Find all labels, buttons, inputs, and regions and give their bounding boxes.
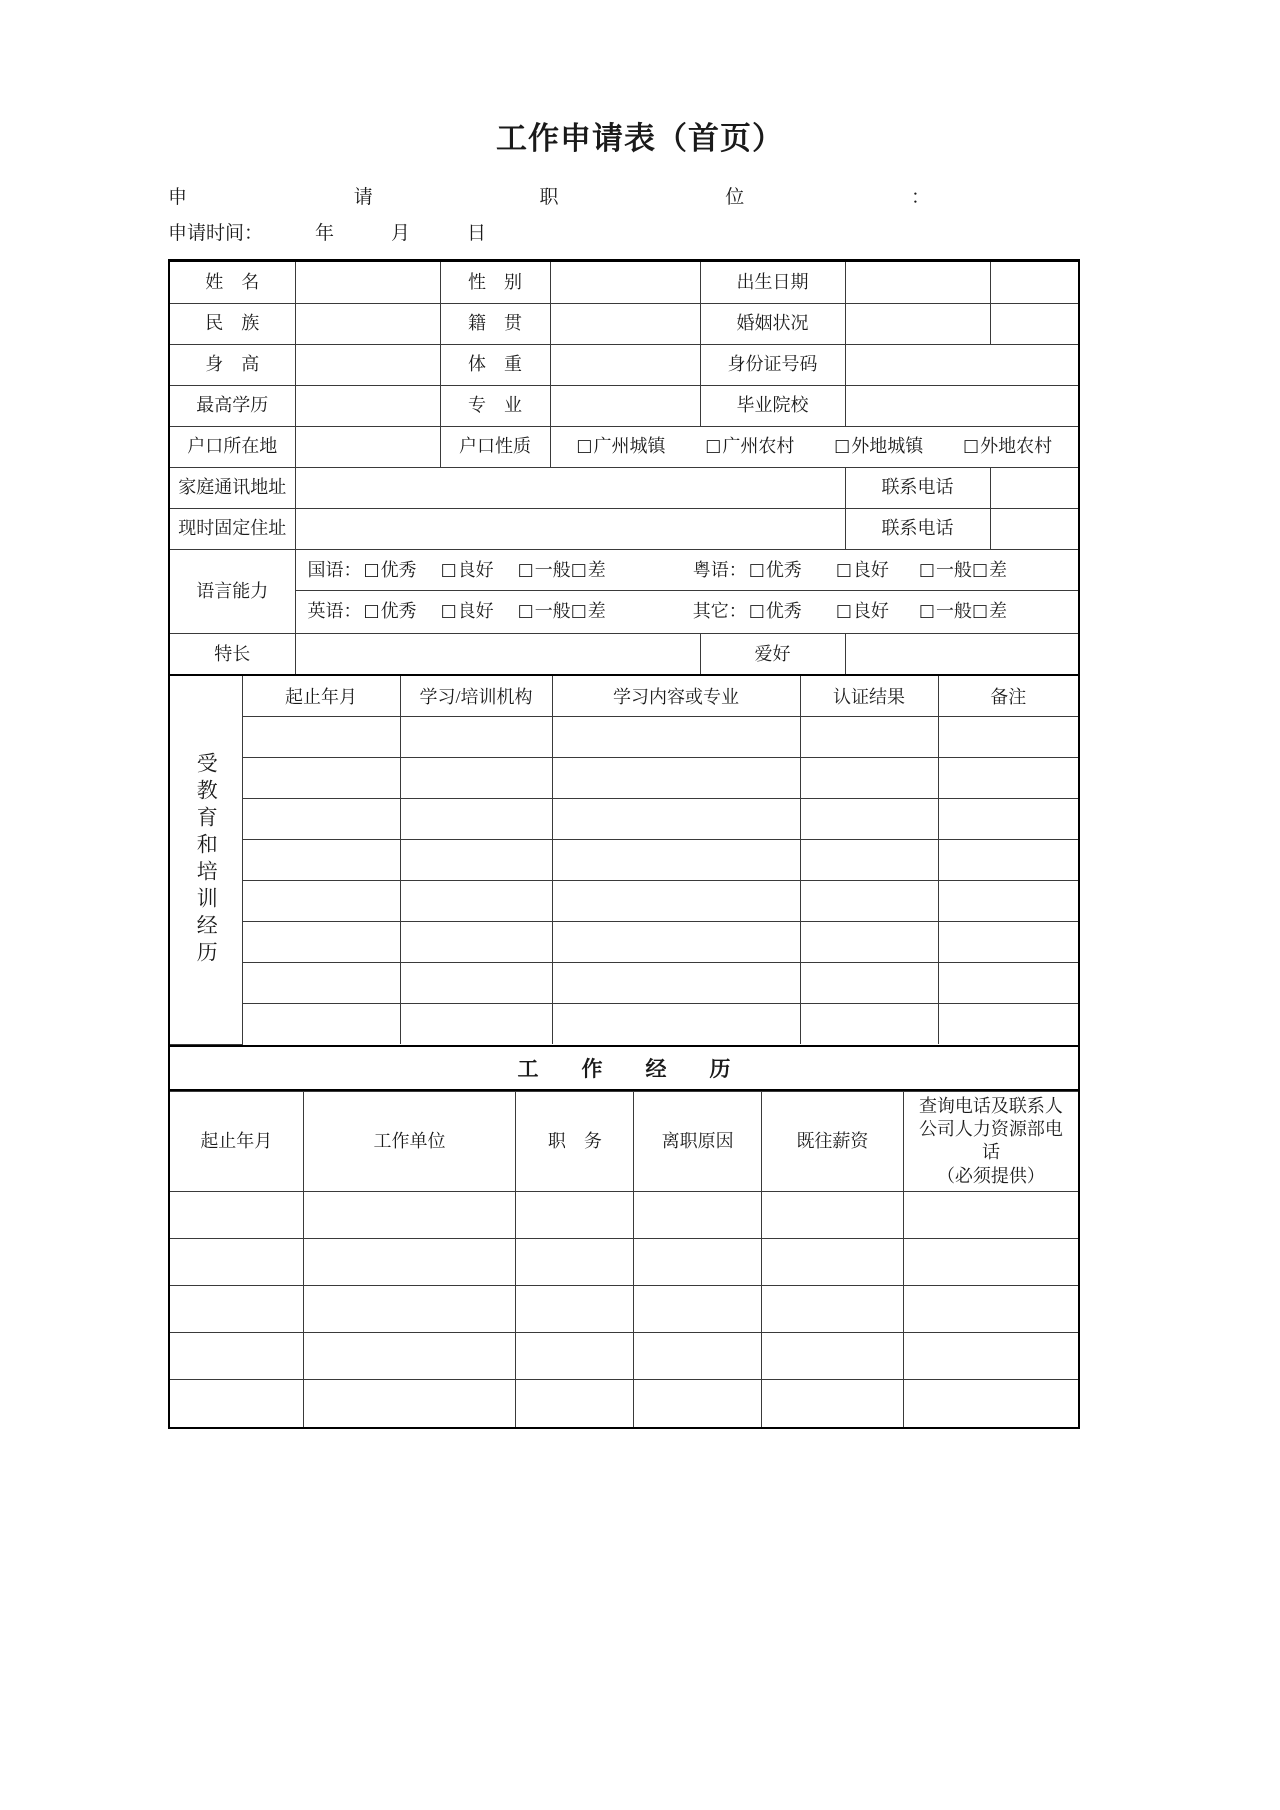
option-label: 外地城镇 xyxy=(851,436,924,457)
work-cell-company[interactable] xyxy=(303,1333,516,1380)
option-label: 差 xyxy=(587,601,606,622)
personal-info-table xyxy=(168,259,1080,676)
education-row xyxy=(170,839,1078,880)
label-graduate-school: 毕业院校 xyxy=(700,385,845,426)
education-row xyxy=(170,1003,1078,1044)
education-cell-period[interactable] xyxy=(242,962,400,1003)
work-cell-reference-phone[interactable] xyxy=(903,1333,1078,1380)
work-row xyxy=(170,1286,1078,1333)
field-marital-status[interactable] xyxy=(845,303,990,344)
applied-position-word-2: 请 xyxy=(353,187,373,209)
field-graduate-school[interactable] xyxy=(845,385,1078,426)
language-options-cell xyxy=(295,549,1078,633)
work-row xyxy=(170,1380,1078,1427)
work-cell-previous-salary[interactable] xyxy=(762,1239,904,1286)
option-label: 优秀 xyxy=(380,601,417,622)
photo-area-lower[interactable] xyxy=(990,303,1078,344)
checkbox-icon[interactable]: □ xyxy=(363,601,380,622)
checkbox-icon[interactable]: □ xyxy=(570,559,587,580)
field-current-address[interactable] xyxy=(295,508,845,549)
work-col-previous-salary: 既往薪资 xyxy=(762,1091,904,1192)
education-cell-content[interactable] xyxy=(552,921,800,962)
field-id-number[interactable] xyxy=(845,344,1078,385)
field-highest-education[interactable] xyxy=(295,385,440,426)
reference-phone-line-2: 公司人力资源部电 xyxy=(918,1118,1063,1139)
education-row xyxy=(170,716,1078,757)
table-row xyxy=(170,262,1078,303)
field-hobby[interactable] xyxy=(845,633,1078,674)
work-cell-period[interactable] xyxy=(170,1333,303,1380)
language-label-english: 英语： xyxy=(307,601,362,622)
label-current-phone: 联系电话 xyxy=(845,508,990,549)
label-hukou-nature: 户口性质 xyxy=(440,426,550,467)
checkbox-icon[interactable]: □ xyxy=(963,436,980,457)
education-cell-remark[interactable] xyxy=(938,962,1078,1003)
education-cell-remark[interactable] xyxy=(938,798,1078,839)
applied-position-colon: ： xyxy=(910,187,930,209)
checkbox-icon[interactable]: □ xyxy=(748,559,765,580)
education-cell-period[interactable] xyxy=(242,880,400,921)
language-row-english-other xyxy=(296,591,1079,632)
checkbox-icon[interactable]: □ xyxy=(705,436,722,457)
education-col-institution: 学习/培训机构 xyxy=(400,676,552,716)
label-hobby: 爱好 xyxy=(700,633,845,674)
education-cell-content[interactable] xyxy=(552,962,800,1003)
table-row xyxy=(170,344,1078,385)
field-ethnicity[interactable] xyxy=(295,303,440,344)
checkbox-icon[interactable]: □ xyxy=(363,559,380,580)
checkbox-option-mandarin-poor[interactable] xyxy=(571,559,606,582)
education-cell-institution[interactable] xyxy=(400,921,552,962)
option-label: 差 xyxy=(587,559,606,580)
table-row xyxy=(170,303,1078,344)
page-title: 工作申请表（首页） xyxy=(496,121,784,156)
label-native-place: 籍 贯 xyxy=(440,303,550,344)
checkbox-icon[interactable]: □ xyxy=(570,601,587,622)
checkbox-icon[interactable]: □ xyxy=(835,601,852,622)
education-vertical-label-text: 受教育和培训经历 xyxy=(194,751,219,968)
education-cell-content[interactable] xyxy=(552,839,800,880)
label-language-ability: 语言能力 xyxy=(170,549,295,633)
education-row xyxy=(170,757,1078,798)
option-label: 良好 xyxy=(852,559,889,580)
label-highest-education: 最高学历 xyxy=(170,385,295,426)
reference-phone-line-3: 话 xyxy=(981,1142,1000,1163)
checkbox-option-mandarin-excellent[interactable] xyxy=(364,559,417,582)
work-cell-company[interactable] xyxy=(303,1286,516,1333)
education-cell-institution[interactable] xyxy=(400,716,552,757)
education-row xyxy=(170,880,1078,921)
language-group-other xyxy=(693,600,1078,623)
education-cell-institution[interactable] xyxy=(400,798,552,839)
work-cell-position[interactable] xyxy=(516,1286,634,1333)
checkbox-option-other-poor[interactable] xyxy=(972,600,1007,623)
checkbox-icon[interactable]: □ xyxy=(918,601,935,622)
checkbox-option-cantonese-average[interactable] xyxy=(919,559,972,582)
education-cell-certification[interactable] xyxy=(800,839,938,880)
checkbox-option-gz-rural[interactable] xyxy=(705,435,794,458)
field-weight[interactable] xyxy=(550,344,700,385)
checkbox-option-other-excellent[interactable] xyxy=(749,600,802,623)
option-label: 差 xyxy=(989,601,1007,622)
option-label: 良好 xyxy=(852,601,889,622)
work-cell-leaving-reason[interactable] xyxy=(634,1333,762,1380)
education-vertical-label xyxy=(170,676,242,1044)
education-cell-remark[interactable] xyxy=(938,716,1078,757)
education-col-remark: 备注 xyxy=(938,676,1078,716)
field-specialty[interactable] xyxy=(295,633,700,674)
education-cell-certification[interactable] xyxy=(800,962,938,1003)
education-cell-institution[interactable] xyxy=(400,839,552,880)
checkbox-option-cantonese-excellent[interactable] xyxy=(749,559,802,582)
education-cell-certification[interactable] xyxy=(800,798,938,839)
work-cell-position[interactable] xyxy=(516,1239,634,1286)
work-cell-leaving-reason[interactable] xyxy=(634,1286,762,1333)
checkbox-option-english-excellent[interactable] xyxy=(364,600,417,623)
education-cell-remark[interactable] xyxy=(938,839,1078,880)
work-cell-leaving-reason[interactable] xyxy=(634,1380,762,1427)
language-group-english xyxy=(308,600,693,623)
education-cell-content[interactable] xyxy=(552,757,800,798)
label-specialty: 特长 xyxy=(170,633,295,674)
checkbox-option-english-good[interactable] xyxy=(441,600,494,623)
option-label: 良好 xyxy=(457,601,494,622)
education-cell-content[interactable] xyxy=(552,1003,800,1044)
table-row xyxy=(170,426,1078,467)
applied-position-word-1: 申 xyxy=(168,187,188,209)
work-col-company: 工作单位 xyxy=(303,1091,516,1192)
checkbox-option-english-poor[interactable] xyxy=(571,600,606,623)
work-cell-period[interactable] xyxy=(170,1239,303,1286)
education-cell-period[interactable] xyxy=(242,921,400,962)
education-cell-period[interactable] xyxy=(242,757,400,798)
education-cell-remark[interactable] xyxy=(938,1003,1078,1044)
work-experience-section xyxy=(168,1047,1080,1429)
field-height[interactable] xyxy=(295,344,440,385)
checkbox-icon[interactable]: □ xyxy=(834,436,851,457)
label-major: 专 业 xyxy=(440,385,550,426)
table-row xyxy=(170,633,1078,674)
field-hukou-location[interactable] xyxy=(295,426,440,467)
label-marital-status: 婚姻状况 xyxy=(700,303,845,344)
work-cell-leaving-reason[interactable] xyxy=(634,1239,762,1286)
work-cell-previous-salary[interactable] xyxy=(762,1333,904,1380)
education-cell-remark[interactable] xyxy=(938,921,1078,962)
work-header-row xyxy=(170,1091,1078,1192)
education-cell-period[interactable] xyxy=(242,716,400,757)
work-cell-position[interactable] xyxy=(516,1380,634,1427)
work-cell-position[interactable] xyxy=(516,1333,634,1380)
field-home-address[interactable] xyxy=(295,467,845,508)
label-hukou-location: 户口所在地 xyxy=(170,426,295,467)
work-cell-previous-salary[interactable] xyxy=(762,1380,904,1427)
checkbox-option-other-urban[interactable] xyxy=(834,435,923,458)
reference-phone-line-1: 查询电话及联系人 xyxy=(918,1095,1063,1116)
checkbox-option-mandarin-average[interactable] xyxy=(518,559,571,582)
work-cell-company[interactable] xyxy=(303,1239,516,1286)
checkbox-icon[interactable]: □ xyxy=(748,601,765,622)
education-col-content: 学习内容或专业 xyxy=(552,676,800,716)
education-header-row xyxy=(170,676,1078,716)
education-cell-certification[interactable] xyxy=(800,921,938,962)
work-experience-title: 工 作 经 历 xyxy=(170,1047,1078,1091)
education-cell-certification[interactable] xyxy=(800,716,938,757)
work-cell-period[interactable] xyxy=(170,1380,303,1427)
education-row xyxy=(170,798,1078,839)
checkbox-option-gz-urban[interactable] xyxy=(576,435,665,458)
checkbox-icon[interactable]: □ xyxy=(440,559,457,580)
option-label: 一般 xyxy=(534,559,571,580)
label-ethnicity: 民 族 xyxy=(170,303,295,344)
photo-area[interactable] xyxy=(990,262,1078,303)
work-cell-company[interactable] xyxy=(303,1192,516,1239)
field-name[interactable] xyxy=(295,262,440,303)
education-cell-period[interactable] xyxy=(242,798,400,839)
checkbox-icon[interactable]: □ xyxy=(576,436,593,457)
application-date-units: 年 月 日 xyxy=(315,223,487,245)
checkbox-option-cantonese-good[interactable] xyxy=(836,559,889,582)
language-label-mandarin: 国语： xyxy=(307,559,362,580)
option-label: 广州城镇 xyxy=(593,436,666,457)
option-label: 优秀 xyxy=(765,559,802,580)
field-current-phone[interactable] xyxy=(990,508,1078,549)
option-label: 一般 xyxy=(935,601,972,622)
education-col-certification: 认证结果 xyxy=(800,676,938,716)
work-cell-period[interactable] xyxy=(170,1286,303,1333)
option-label: 良好 xyxy=(457,559,494,580)
checkbox-icon[interactable]: □ xyxy=(971,601,988,622)
education-col-period: 起止年月 xyxy=(242,676,400,716)
option-label: 差 xyxy=(989,559,1007,580)
checkbox-option-english-average[interactable] xyxy=(518,600,571,623)
label-home-address: 家庭通讯地址 xyxy=(170,467,295,508)
label-birthdate: 出生日期 xyxy=(700,262,845,303)
language-row-mandarin-cantonese xyxy=(296,550,1079,591)
checkbox-icon[interactable]: □ xyxy=(440,601,457,622)
reference-phone-line-4: （必须提供） xyxy=(936,1165,1045,1186)
applied-position-word-3: 职 xyxy=(539,187,559,209)
label-gender: 性 别 xyxy=(440,262,550,303)
checkbox-option-other-average[interactable] xyxy=(919,600,972,623)
language-group-cantonese xyxy=(693,559,1078,582)
label-weight: 体 重 xyxy=(440,344,550,385)
work-cell-previous-salary[interactable] xyxy=(762,1286,904,1333)
work-cell-company[interactable] xyxy=(303,1380,516,1427)
application-date-label: 申请时间： xyxy=(168,223,264,245)
label-height: 身 高 xyxy=(170,344,295,385)
work-col-period: 起止年月 xyxy=(170,1091,303,1192)
education-row xyxy=(170,962,1078,1003)
applied-position-line xyxy=(168,182,1080,209)
education-cell-institution[interactable] xyxy=(400,880,552,921)
education-cell-content[interactable] xyxy=(552,798,800,839)
education-cell-content[interactable] xyxy=(552,716,800,757)
work-col-reference-phone xyxy=(903,1091,1078,1192)
table-row xyxy=(170,467,1078,508)
work-col-leaving-reason: 离职原因 xyxy=(634,1091,762,1192)
table-row xyxy=(170,385,1078,426)
education-cell-remark[interactable] xyxy=(938,757,1078,798)
checkbox-icon[interactable]: □ xyxy=(918,559,935,580)
work-row xyxy=(170,1239,1078,1286)
education-cell-remark[interactable] xyxy=(938,880,1078,921)
option-label: 一般 xyxy=(935,559,972,580)
field-major[interactable] xyxy=(550,385,700,426)
checkbox-icon[interactable]: □ xyxy=(517,559,534,580)
field-gender[interactable] xyxy=(550,262,700,303)
education-cell-certification[interactable] xyxy=(800,880,938,921)
education-cell-period[interactable] xyxy=(242,1003,400,1044)
label-home-phone: 联系电话 xyxy=(845,467,990,508)
option-label: 外地农村 xyxy=(980,436,1053,457)
label-current-address: 现时固定住址 xyxy=(170,508,295,549)
education-row xyxy=(170,921,1078,962)
hukou-options-cell xyxy=(550,426,1078,467)
label-name: 姓 名 xyxy=(170,262,295,303)
field-birthdate[interactable] xyxy=(845,262,990,303)
option-label: 优秀 xyxy=(380,559,417,580)
label-id-number: 身份证号码 xyxy=(700,344,845,385)
education-cell-institution[interactable] xyxy=(400,757,552,798)
work-cell-previous-salary[interactable] xyxy=(762,1192,904,1239)
language-label-cantonese: 粤语： xyxy=(692,559,747,580)
table-row xyxy=(170,549,1078,633)
field-home-phone[interactable] xyxy=(990,467,1078,508)
checkbox-option-other-good[interactable] xyxy=(836,600,889,623)
work-cell-position[interactable] xyxy=(516,1192,634,1239)
language-label-other: 其它： xyxy=(692,601,747,622)
table-row xyxy=(170,508,1078,549)
form-header-lines xyxy=(168,182,1080,245)
education-cell-institution[interactable] xyxy=(400,1003,552,1044)
checkbox-icon[interactable]: □ xyxy=(835,559,852,580)
applied-position-word-4: 位 xyxy=(725,187,745,209)
application-date-line xyxy=(168,218,1080,245)
work-col-position: 职 务 xyxy=(516,1091,634,1192)
work-cell-reference-phone[interactable] xyxy=(903,1239,1078,1286)
education-training-table xyxy=(168,676,1080,1047)
work-row xyxy=(170,1333,1078,1380)
education-cell-certification[interactable] xyxy=(800,757,938,798)
education-cell-content[interactable] xyxy=(552,880,800,921)
option-label: 优秀 xyxy=(765,601,802,622)
option-label: 广州农村 xyxy=(722,436,795,457)
work-row xyxy=(170,1192,1078,1239)
education-cell-period[interactable] xyxy=(242,839,400,880)
checkbox-option-mandarin-good[interactable] xyxy=(441,559,494,582)
language-group-mandarin xyxy=(308,559,693,582)
field-native-place[interactable] xyxy=(550,303,700,344)
education-cell-institution[interactable] xyxy=(400,962,552,1003)
work-cell-reference-phone[interactable] xyxy=(903,1192,1078,1239)
work-cell-leaving-reason[interactable] xyxy=(634,1192,762,1239)
checkbox-icon[interactable]: □ xyxy=(517,601,534,622)
checkbox-option-other-rural[interactable] xyxy=(963,435,1052,458)
work-cell-reference-phone[interactable] xyxy=(903,1286,1078,1333)
checkbox-icon[interactable]: □ xyxy=(971,559,988,580)
work-cell-reference-phone[interactable] xyxy=(903,1380,1078,1427)
work-cell-period[interactable] xyxy=(170,1192,303,1239)
option-label: 一般 xyxy=(534,601,571,622)
checkbox-option-cantonese-poor[interactable] xyxy=(972,559,1007,582)
education-cell-certification[interactable] xyxy=(800,1003,938,1044)
